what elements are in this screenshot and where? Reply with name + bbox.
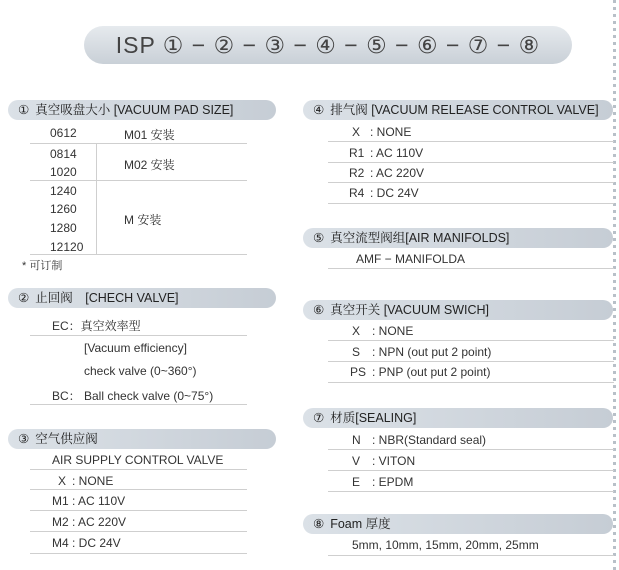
- right-edge-decoration: [613, 0, 616, 570]
- section-header: [8, 288, 276, 308]
- release-code-r1: R1: [349, 146, 365, 160]
- release-code-x: X: [352, 125, 361, 139]
- seal-value-e: : EPDM: [372, 475, 414, 489]
- section-header: [8, 429, 276, 449]
- model-code-text: ISP ① − ② − ③ − ④ − ⑤ − ⑥ − ⑦ − ⑧: [115, 31, 541, 58]
- air-value-x: : NONE: [72, 474, 114, 488]
- mount-m02: M02 安装: [124, 158, 175, 172]
- release-value-r4: : DC 24V: [370, 186, 419, 200]
- air-code-m1: M1: [52, 494, 69, 508]
- customizable-note: * 可订制: [22, 260, 63, 272]
- air-value-m4: : DC 24V: [72, 536, 121, 550]
- switch-code-ps: PS: [350, 365, 367, 379]
- check-valve-ec: EC：真空效率型: [52, 319, 141, 333]
- switch-value-x: : NONE: [372, 324, 414, 338]
- section-number: ②: [18, 291, 30, 305]
- section-title: Foam 厚度: [330, 517, 391, 531]
- column-divider: [96, 143, 97, 254]
- release-code-r4: R4: [349, 186, 365, 200]
- mount-m01: M01 安装: [124, 128, 175, 142]
- section-header: [303, 100, 613, 120]
- section-title: 材质[SEALING]: [330, 411, 417, 425]
- section-header: [303, 514, 613, 534]
- switch-code-x: X: [352, 324, 361, 338]
- divider: [30, 469, 247, 470]
- divider: [30, 531, 247, 532]
- divider: [328, 470, 614, 471]
- section-air-manifolds: [303, 228, 613, 248]
- air-code-x: X: [58, 474, 67, 488]
- section-sealing: [303, 408, 613, 428]
- check-valve-ec-desc: [Vacuum efficiency]: [84, 341, 187, 355]
- section-number: ⑤: [313, 231, 325, 245]
- air-code-m2: M2: [52, 515, 69, 529]
- divider: [328, 203, 614, 204]
- divider: [328, 555, 614, 556]
- size-1280: 1280: [50, 221, 77, 235]
- section-vacuum-pad-size: [8, 100, 276, 120]
- air-supply-subtitle: AIR SUPPLY CONTROL VALVE: [52, 453, 224, 467]
- section-header: [303, 228, 613, 248]
- divider: [30, 180, 247, 181]
- section-title: 真空吸盘大小 [VACUUM PAD SIZE]: [35, 103, 234, 117]
- section-air-supply-valve: [8, 429, 276, 449]
- divider: [30, 335, 247, 336]
- section-title: 真空流型阀组[AIR MANIFOLDS]: [330, 231, 510, 245]
- seal-code-e: E: [352, 475, 361, 489]
- mount-m: M 安装: [124, 213, 162, 227]
- size-1020: 1020: [50, 165, 77, 179]
- divider: [30, 510, 247, 511]
- divider: [30, 553, 247, 554]
- section-title: 止回阀 [CHECH VALVE]: [35, 291, 179, 305]
- divider: [328, 182, 614, 183]
- section-check-valve: [8, 288, 276, 308]
- size-1260: 1260: [50, 202, 77, 216]
- section-header: [303, 408, 613, 428]
- section-title: 排气阀 [VACUUM RELEASE CONTROL VALVE]: [330, 103, 599, 117]
- model-code-banner: [84, 26, 572, 64]
- size-0612: 0612: [50, 126, 77, 140]
- check-valve-bc: BC： Ball check valve (0~75°): [52, 389, 214, 403]
- section-header: [303, 300, 613, 320]
- check-valve-ec-range: check valve (0~360°): [84, 364, 197, 378]
- size-12120: 12120: [50, 240, 84, 254]
- section-title: 真空开关 [VACUUM SWICH]: [330, 303, 490, 317]
- section-number: ⑥: [313, 303, 325, 317]
- air-value-m2: : AC 220V: [72, 515, 127, 529]
- divider: [328, 382, 614, 383]
- divider: [328, 491, 614, 492]
- section-number: ①: [18, 103, 30, 117]
- release-code-r2: R2: [349, 166, 365, 180]
- divider: [30, 404, 247, 405]
- section-number: ④: [313, 103, 325, 117]
- size-1240: 1240: [50, 184, 77, 198]
- divider: [30, 143, 247, 144]
- release-value-r2: : AC 220V: [370, 166, 425, 180]
- divider: [328, 162, 614, 163]
- air-code-m4: M4: [52, 536, 69, 550]
- section-header: [8, 100, 276, 120]
- seal-code-v: V: [352, 454, 361, 468]
- divider: [328, 340, 614, 341]
- seal-value-n: : NBR(Standard seal): [372, 433, 487, 447]
- section-foam-thickness: [303, 514, 613, 534]
- release-value-x: : NONE: [370, 125, 412, 139]
- release-value-r1: : AC 110V: [370, 146, 424, 160]
- section-vacuum-release-valve: [303, 100, 613, 120]
- seal-code-n: N: [352, 433, 361, 447]
- switch-value-ps: : PNP (out put 2 point): [372, 365, 491, 379]
- section-number: ⑦: [313, 411, 325, 425]
- divider: [328, 268, 614, 269]
- divider: [328, 361, 614, 362]
- switch-value-s: : NPN (out put 2 point): [372, 345, 492, 359]
- switch-code-s: S: [352, 345, 361, 359]
- manifold-value: AMF − MANIFOLDA: [356, 252, 466, 266]
- size-0814: 0814: [50, 147, 77, 161]
- divider: [328, 449, 614, 450]
- air-value-m1: : AC 110V: [72, 494, 126, 508]
- foam-values: 5mm, 10mm, 15mm, 20mm, 25mm: [352, 538, 539, 552]
- seal-value-v: : VITON: [372, 454, 416, 468]
- section-title: 空气供应阀: [35, 432, 98, 446]
- divider: [30, 254, 247, 255]
- section-vacuum-switch: [303, 300, 613, 320]
- divider: [30, 489, 247, 490]
- section-number: ⑧: [313, 517, 325, 531]
- divider: [328, 141, 614, 142]
- section-number: ③: [18, 432, 30, 446]
